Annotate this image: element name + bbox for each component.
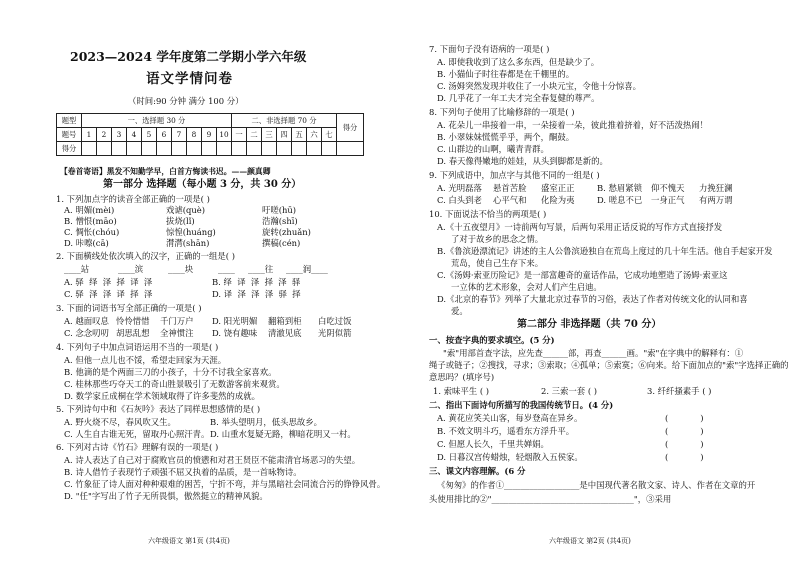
q8-option-a: A. 花朵儿一串接着一串，一朵接着一朵，彼此推着挤着，好不活泼热闹！ bbox=[437, 120, 708, 130]
s3-stem: 三、课文内容理解。(6 分 bbox=[429, 466, 526, 476]
score-cell[interactable] bbox=[292, 142, 307, 156]
score-cell[interactable] bbox=[247, 142, 262, 156]
score-cell[interactable] bbox=[172, 142, 187, 156]
q10-option-d-cont: 爱。 bbox=[451, 306, 468, 316]
q10-option-a-cont: 了对于故乡的思念之情。 bbox=[451, 234, 544, 244]
s2-stem: 二、指出下面诗句所描写的我国传统节日。(4 分) bbox=[429, 400, 614, 410]
q9-option: 一身正气 bbox=[651, 195, 685, 205]
s1-line3: 意思吗？(填序号) bbox=[429, 372, 495, 382]
q10-option-c: C.《汤姆·索亚历险记》是一部富趣奇的童话作品，它成功地塑造了汤姆·索亚这 bbox=[437, 270, 728, 280]
q1-option: 惊惶(huáng) bbox=[166, 227, 216, 237]
q9-option: 心平气和 bbox=[493, 195, 527, 205]
q1-option: 潸潸(shān) bbox=[166, 238, 210, 248]
s1-item[interactable]: 1. 索味平生 ( ) bbox=[433, 386, 490, 396]
page-footer-right: 六年级语文 第2页 (共4页) bbox=[549, 537, 631, 545]
score-table-score-label: 得分 bbox=[57, 142, 82, 156]
q6-option-a: A. 诗人表达了自己对于腐败官员的愤懑和对君王贤臣不能肃清官场恶习的失望。 bbox=[64, 455, 361, 465]
q10-stem: 10. 下面说法不恰当的两项是( ) bbox=[429, 209, 547, 219]
q5-option-a: A. 野火烧不尽，春风吹又生。 bbox=[64, 417, 176, 427]
q2-fill: ____润____ bbox=[286, 264, 328, 274]
page-right bbox=[397, 0, 794, 562]
q2-fill: ____ bbox=[218, 264, 235, 274]
q1-option: C. 惆怅(chóu) bbox=[64, 227, 120, 237]
s2-answer-b[interactable]: ( ) bbox=[665, 426, 704, 436]
q1-option: 旋转(zhuǎn) bbox=[262, 227, 311, 237]
score-cell[interactable] bbox=[142, 142, 157, 156]
q3-option: D. 饶有趣味 bbox=[212, 328, 258, 338]
score-table-qnum-label: 题号 bbox=[57, 128, 82, 142]
s3-line2: 头使用排比的②"__________________________________"，③采用 bbox=[429, 494, 672, 504]
q7-option-d: D. 几乎花了一年工夫才完全春复健的尊严。 bbox=[437, 93, 600, 103]
score-cell-total[interactable] bbox=[337, 142, 364, 156]
q1-option: 吁嗟(hū) bbox=[262, 205, 297, 215]
s1-item[interactable]: 2. 三索一套 ( ) bbox=[541, 386, 598, 396]
score-table-qnum: 七 bbox=[322, 128, 337, 142]
q2-option-a: A. 驿 绎 泽 择 译 泽 bbox=[64, 277, 153, 287]
score-table-type-label: 题型 bbox=[57, 114, 82, 128]
s3-line1: 《匆匆》的作者①__________________是中国现代著名散文家、诗人、作者在文章的开 bbox=[437, 480, 756, 490]
q2-fill: ____块 bbox=[168, 264, 194, 274]
q6-stem: 6. 下列对古诗《竹石》理解有误的一项是( ) bbox=[56, 442, 219, 452]
score-cell[interactable] bbox=[127, 142, 142, 156]
score-table-total-label: 得分 bbox=[337, 114, 364, 142]
q3-stem: 3. 下面的词语书写全部正确的一项是( ) bbox=[56, 303, 202, 313]
score-table-qnum: 一 bbox=[232, 128, 247, 142]
q9-option: B. 愁眉紧锁 bbox=[597, 183, 642, 193]
score-cell[interactable] bbox=[262, 142, 277, 156]
q10-option-d: D.《北京的春节》列举了大量北京过春节的习俗，表达了作者对传统文化的认同和喜 bbox=[437, 294, 748, 304]
score-table bbox=[56, 113, 364, 156]
page-footer-left: 六年级语文 第1页 (共4页) bbox=[148, 537, 230, 545]
q9-option: C. 白头到老 bbox=[437, 195, 482, 205]
q10-option-a: A.《十五夜望月》一诗前两句写景，后两句采用正话反说的写作方式直接抒发 bbox=[437, 222, 723, 232]
score-table-qnum: 7 bbox=[172, 128, 187, 142]
score-cell[interactable] bbox=[97, 142, 112, 156]
motto: 【卷首寄语】黑发不知勤学早，白首方悔读书迟。——颜真卿 bbox=[60, 167, 271, 176]
q1-option: A. 明媚(mèi) bbox=[64, 205, 115, 215]
q3-option: 千门万户 bbox=[160, 316, 194, 326]
q8-option-c: C. 山群边的山啊，曦青青群。 bbox=[437, 144, 549, 154]
q4-option-c: C. 桂林那些巧夺天工的奇山胜景吸引了无数游客前来观赏。 bbox=[64, 379, 285, 389]
score-cell[interactable] bbox=[157, 142, 172, 156]
q3-option: C. 念念叨叨 bbox=[64, 328, 109, 338]
score-cell[interactable] bbox=[277, 142, 292, 156]
score-table-qnum: 10 bbox=[217, 128, 232, 142]
s1-item[interactable]: 3. 纤纤搔素手 ( ) bbox=[647, 386, 712, 396]
q10-option-b-cont: 荒岛，使自己生存下来。 bbox=[451, 258, 544, 268]
score-cell[interactable] bbox=[202, 142, 217, 156]
q1-option: 拔烧(lǐ) bbox=[166, 216, 195, 226]
s1-stem: 一、按查字典的要求填空。(5 分) bbox=[429, 335, 555, 345]
exam-title-line2: 语文学情问卷 bbox=[146, 71, 233, 87]
q7-option-c: C. 汤姆突然发现并收住了一小块元宝，令他十分惊喜。 bbox=[437, 81, 642, 91]
q1-stem: 1. 下列加点字的读音全部正确的一项是( ) bbox=[56, 194, 210, 204]
q2-option-b: B. 绎 译 泽 择 泽 驿 bbox=[212, 277, 301, 287]
score-table-qnum: 3 bbox=[112, 128, 127, 142]
q3-option: 清澈见底 bbox=[268, 328, 302, 338]
q4-option-d: D. 数学家丘成桐在学术领域取得了许多斐然的成就。 bbox=[64, 391, 260, 401]
score-table-qnum: 2 bbox=[97, 128, 112, 142]
score-cell[interactable] bbox=[82, 142, 97, 156]
q5-option-b: B. 举头望明月，低头思故乡。 bbox=[210, 417, 322, 427]
q9-option: 力挽狂澜 bbox=[699, 183, 733, 193]
q7-stem: 7. 下面句子没有语病的一项是( ) bbox=[429, 44, 550, 54]
q10-option-b: B.《鲁滨逊漂流记》讲述的主人公鲁滨逊独自在荒岛上度过的几十年生活。他自手起家开发 bbox=[437, 246, 773, 256]
q10-option-c-cont: 一立体的艺术形象，会对人们产生启迪。 bbox=[451, 282, 602, 292]
score-cell[interactable] bbox=[187, 142, 202, 156]
q4-option-a: A. 但他一点儿也不馁，希望走回家为天涯。 bbox=[64, 355, 227, 365]
q3-option: D. 阳光明媚 bbox=[212, 316, 258, 326]
exam-title-line1: 2023—2024 学年度第二学期小学六年级 bbox=[70, 49, 307, 64]
q1-option: 浩瀚(shī) bbox=[262, 216, 298, 226]
q2-stem: 2. 下面横线处依次填入的汉字，正确的一组是( ) bbox=[56, 251, 235, 261]
q6-option-c: C. 竹象征了诗人面对种种艰难的困苦，宁折不弯，并与黑暗社会同流合污的铮铮风骨。 bbox=[64, 479, 386, 489]
s2-answer-a[interactable]: ( ) bbox=[665, 413, 704, 423]
q8-stem: 8. 下列句子使用了比喻修辞的一项是( ) bbox=[429, 107, 575, 117]
q9-option: A. 光明磊落 bbox=[437, 183, 482, 193]
q3-option: 怜怜惜惜 bbox=[116, 316, 150, 326]
score-cell[interactable] bbox=[232, 142, 247, 156]
s2-item-b: B. 不效文明斗巧，遥看东方浮升平。 bbox=[437, 426, 575, 436]
score-cell[interactable] bbox=[112, 142, 127, 156]
s1-line1: "索"用部首查字法，应先查______部，再查______画。"索"在字典中的解释有：① bbox=[443, 348, 744, 358]
score-table-qnum: 五 bbox=[292, 128, 307, 142]
q8-option-d: D. 春天像得嫩地的娃娃，从头到脚都是新的。 bbox=[437, 156, 608, 166]
q9-option: 盛室正正 bbox=[541, 183, 575, 193]
q2-option-d: D. 译 泽 泽 泽 驿 择 bbox=[212, 289, 301, 299]
q3-option: 全神惯注 bbox=[160, 328, 194, 338]
q9-option: 仰不愧天 bbox=[651, 183, 685, 193]
q3-option: 光阴似箭 bbox=[318, 328, 352, 338]
q4-stem: 4. 下列句子中加点词语运用不当的一项是( ) bbox=[56, 342, 219, 352]
q9-option: 有两万谓 bbox=[699, 195, 733, 205]
q9-option: D. 嗟息不已 bbox=[597, 195, 643, 205]
q3-option: 白吃过饭 bbox=[318, 316, 352, 326]
q5-stem: 5. 下列诗句中和《石灰吟》表达了同样思想感情的是( ) bbox=[56, 404, 261, 414]
q1-option: 撰稿(cén) bbox=[262, 238, 301, 248]
q3-option: 胡思乱想 bbox=[116, 328, 150, 338]
q4-option-b: B. 他滴的是个两面三刀的小孩子，十分不讨我全家喜欢。 bbox=[64, 367, 277, 377]
score-table-qnum: 三 bbox=[262, 128, 277, 142]
score-table-qnum: 二 bbox=[247, 128, 262, 142]
score-table-section2: 二、非选择题 70 分 bbox=[232, 114, 337, 128]
score-table-qnum: 四 bbox=[277, 128, 292, 142]
q2-fill: ____站 bbox=[64, 264, 90, 274]
q1-option: 戏谑(què) bbox=[166, 205, 205, 215]
q9-option: 悬首苦脸 bbox=[493, 183, 527, 193]
q2-option-c: C. 驿 泽 泽 译 择 泽 bbox=[64, 289, 153, 299]
s2-item-a: A. 黄花应笑关山客，每岁登高在异乡。 bbox=[437, 413, 583, 423]
q6-option-d: D. "任"字写出了竹子无所畏惧，傲然挺立的精神风貌。 bbox=[64, 491, 268, 501]
q7-option-a: A. 即使我收到了这么多东西，但是缺少了。 bbox=[437, 57, 600, 67]
score-table-qnum: 8 bbox=[187, 128, 202, 142]
q1-option: B. 憎恨(māo) bbox=[64, 216, 117, 226]
s2-answer-d[interactable]: ( ) bbox=[665, 452, 704, 462]
q1-option: D. 咔嚓(cā) bbox=[64, 238, 109, 248]
q2-fill: ____往 bbox=[248, 264, 274, 274]
score-cell[interactable] bbox=[217, 142, 232, 156]
score-table-qnum: 6 bbox=[157, 128, 172, 142]
s2-item-c: C. 但愿人长久，千里共婵娟。 bbox=[437, 439, 549, 449]
score-table-qnum: 5 bbox=[142, 128, 157, 142]
score-table-section1: 一、选择题 30 分 bbox=[82, 114, 232, 128]
score-table-qnum: 六 bbox=[307, 128, 322, 142]
s2-answer-c[interactable]: ( ) bbox=[665, 439, 704, 449]
q5-option-c: C. 人生自古谁无死，留取丹心照汗青。 bbox=[64, 429, 210, 439]
q3-option: 翻箱到柜 bbox=[268, 316, 302, 326]
q2-fill: ____滨 bbox=[118, 264, 144, 274]
q9-option: 化险为夷 bbox=[541, 195, 575, 205]
score-table-qnum: 9 bbox=[202, 128, 217, 142]
q8-option-b: B. 小翠妹妹慌慌乎乎，两个，酮鼓。 bbox=[437, 132, 575, 142]
time-score: （时间:90 分钟 满分 100 分） bbox=[128, 96, 244, 106]
q3-option: A. 越面叹息 bbox=[64, 316, 109, 326]
part1-heading: 第一部分 选择题（每小题 3 分，共 30 分） bbox=[103, 179, 302, 190]
q9-stem: 9. 下列成语中，加点字与其他不同的一组是( ) bbox=[429, 170, 600, 180]
score-cell[interactable] bbox=[307, 142, 322, 156]
part2-heading: 第二部分 非选择题（共 70 分） bbox=[517, 319, 662, 330]
q6-option-b: B. 诗人借竹子表现竹子顽强不屈又执着的品质，是一首咏物诗。 bbox=[64, 467, 302, 477]
s2-item-d: D. 日暮汉宫传蜡烛，轻烟散入五侯家。 bbox=[437, 452, 583, 462]
q7-option-b: B. 小猫仙子时往春都是在千棚里的。 bbox=[437, 69, 575, 79]
s1-line2: 绳子或链子；②搜找，寻求；③索取；④孤单；⑤索寞；⑥向来。给下面加点的"索"字选择正确的 bbox=[429, 360, 789, 370]
score-table-qnum: 4 bbox=[127, 128, 142, 142]
q5-option-d: D. 山重水复疑无路，柳暗花明又一村。 bbox=[210, 429, 356, 439]
score-cell[interactable] bbox=[322, 142, 337, 156]
score-table-qnum: 1 bbox=[82, 128, 97, 142]
